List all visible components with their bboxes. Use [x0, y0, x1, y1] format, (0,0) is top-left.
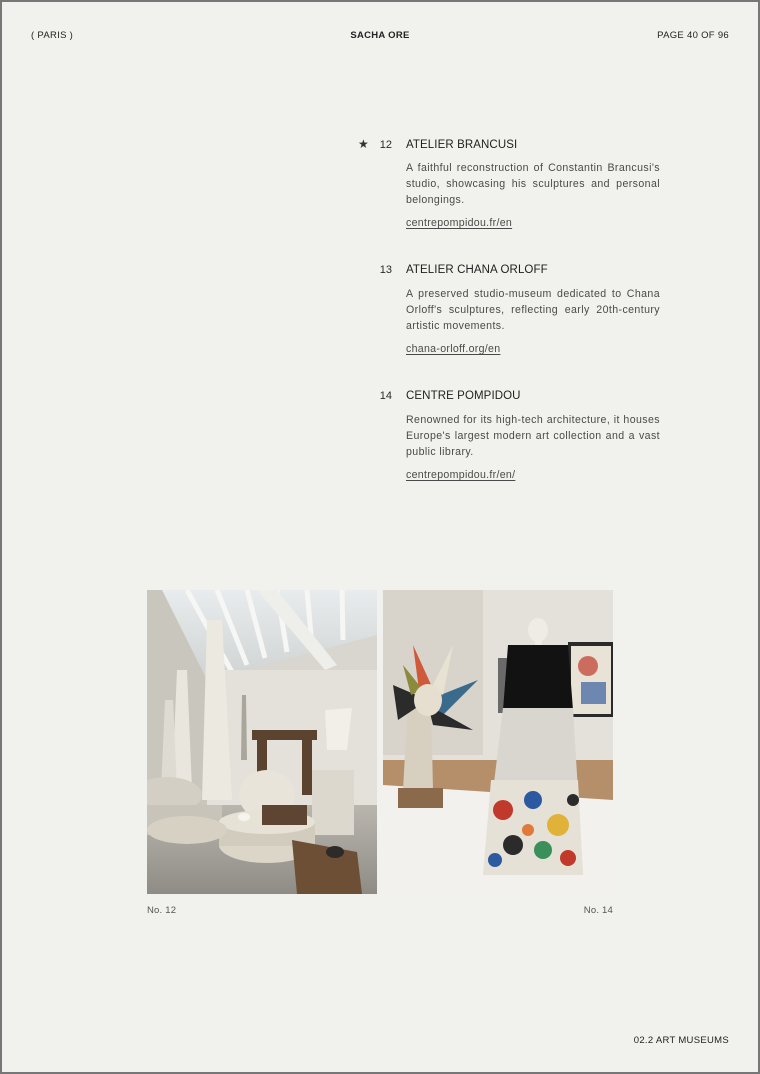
entry-number: 14 [379, 390, 392, 402]
entry-title: ATELIER BRANCUSI [406, 139, 518, 151]
museum-entry-14 [358, 390, 660, 483]
photo-centre-pompidou [383, 590, 613, 894]
entry-link[interactable]: centrepompidou.fr/en/ [406, 469, 516, 481]
entry-number: 13 [379, 264, 392, 276]
entry-link[interactable]: chana-orloff.org/en [406, 343, 501, 355]
entry-description: A preserved studio-museum dedicated to Chana Orloff's sculptures, reflecting early 20th-century artistic movements. [406, 288, 660, 332]
photo-atelier-brancusi [147, 590, 377, 894]
header-page-number: PAGE 40 OF 96 [657, 30, 729, 41]
header-location: ( PARIS ) [31, 30, 74, 41]
header-author: SACHA ORE [350, 30, 410, 41]
star-icon: ★ [358, 137, 369, 151]
entry-title: ATELIER CHANA ORLOFF [406, 264, 548, 276]
photo-caption-right: No. 14 [583, 905, 613, 916]
museum-entry-12 [358, 138, 660, 231]
museum-entry-13 [358, 264, 660, 357]
entry-description: A faithful reconstruction of Constantin Brancusi's studio, showcasing his sculptures and personal belongings. [406, 162, 660, 206]
entry-link[interactable]: centrepompidou.fr/en [406, 217, 513, 229]
footer-section-label: 02.2 ART MUSEUMS [633, 1035, 729, 1046]
photo-caption-left: No. 12 [147, 905, 177, 916]
entry-description: Renowned for its high-tech architecture, it houses Europe's largest modern art collection and a vast public library. [406, 414, 660, 458]
entry-number: 12 [379, 139, 392, 151]
entry-title: CENTRE POMPIDOU [406, 390, 521, 402]
